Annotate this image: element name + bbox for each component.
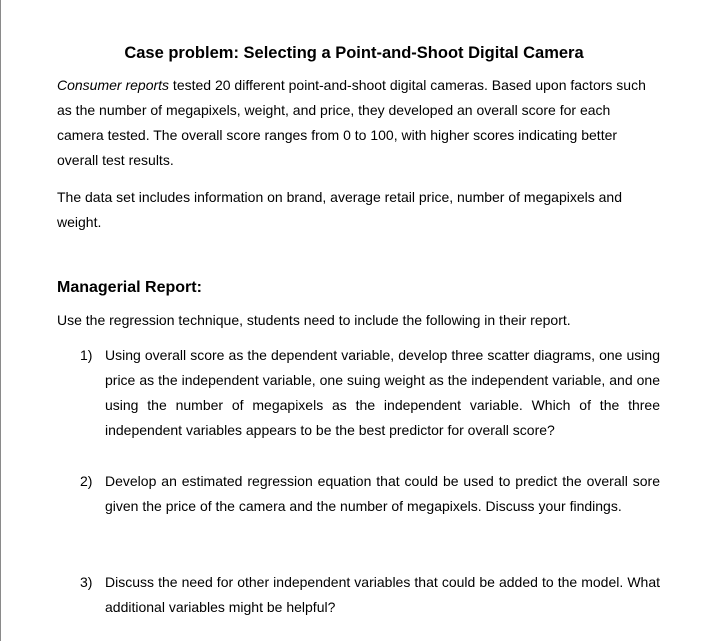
item-number: 1) <box>80 347 93 363</box>
item-text: Develop an estimated regression equation that could be used to predict the overall sore given the price of the camera and the number of megapixels. Discuss your findings. <box>105 473 660 514</box>
report-heading: Managerial Report: <box>57 279 202 296</box>
item-text: Discuss the need for other independent variables that could be added to the model. What additional variables might be helpful? <box>105 574 660 615</box>
item-number: 3) <box>80 574 93 590</box>
source-name: Consumer reports <box>57 77 170 93</box>
page-title: Case problem: Selecting a Point-and-Shoot Digital Camera <box>124 44 584 62</box>
item-number: 2) <box>80 473 93 489</box>
page-left-border <box>0 0 1 641</box>
list-item <box>80 469 660 519</box>
intro-paragraph <box>57 73 657 173</box>
report-instruction: Use the regression technique, students need to include the following in their report. <box>57 312 571 328</box>
list-item <box>80 570 660 620</box>
list-item <box>80 343 660 443</box>
intro-text: tested 20 different point-and-shoot digital cameras. Based upon factors such as the number of megapixels, weight, and price, they developed an overall score for each camera tested. The overall score ranges from 0 to 100, with higher scores indicating better overall test results. <box>57 77 646 168</box>
dataset-paragraph: The data set includes information on brand, average retail price, number of megapixels and weight. <box>57 189 622 230</box>
item-text: Using overall score as the dependent variable, develop three scatter diagrams, one using price as the independent variable, one suing weight as the independent variable, and one using the number of megapixels as the independent variable. Which of the three independent variables appears to be the best predictor for overall score? <box>105 347 660 438</box>
